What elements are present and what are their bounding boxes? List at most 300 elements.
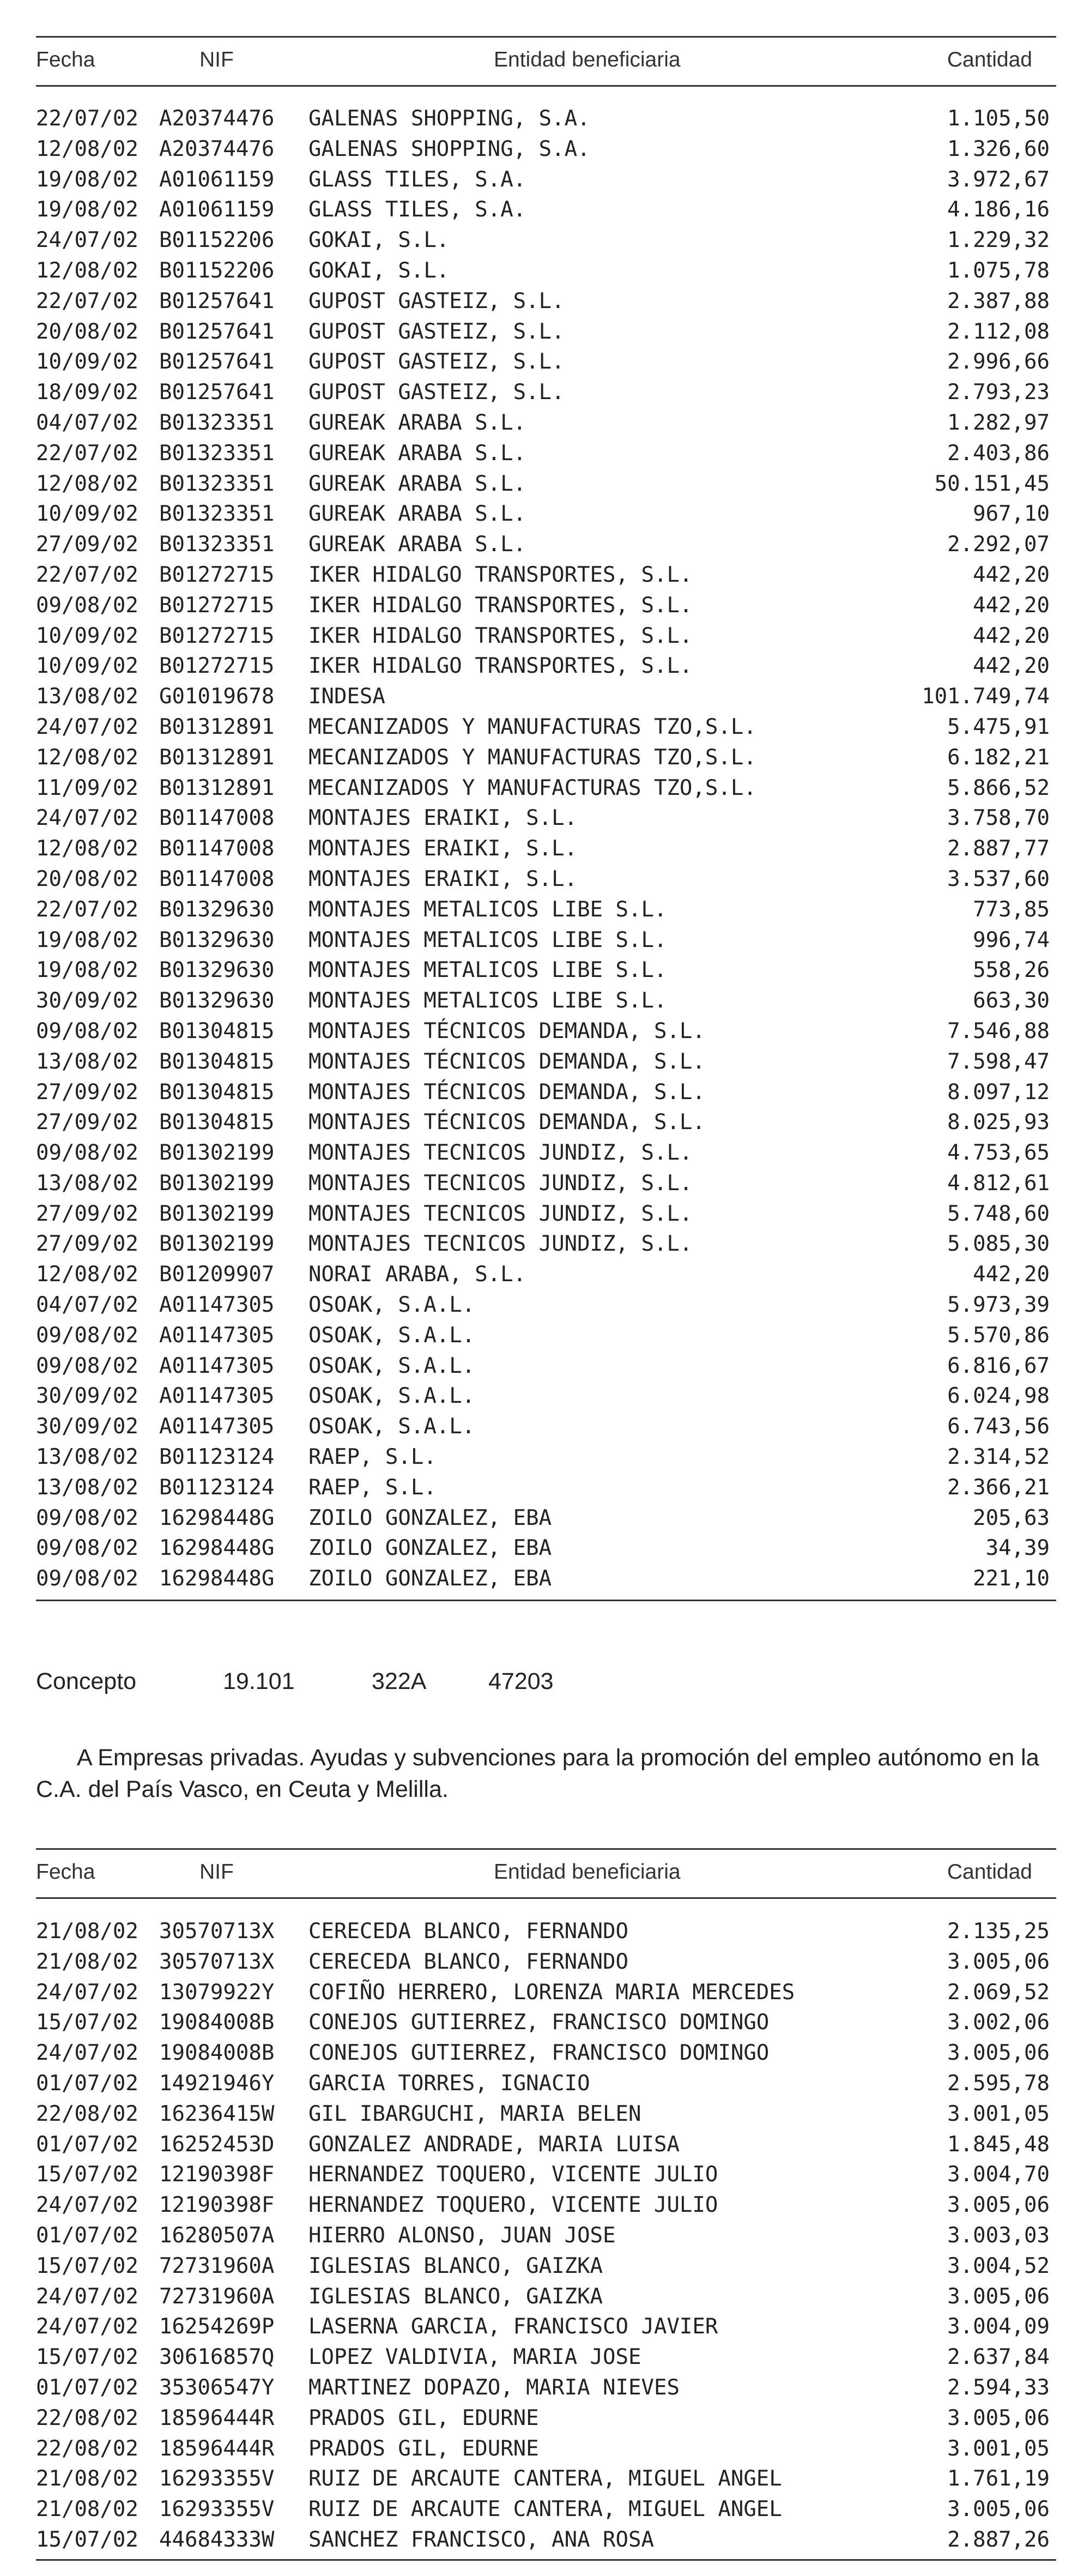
row-nif: B01312891 [159, 714, 275, 739]
row-entity: MONTAJES METALICOS LIBE S.L. [308, 958, 667, 983]
row-amount: 2.387,88 [947, 288, 1050, 313]
table-row [36, 134, 1056, 165]
row-date: 22/08/02 [36, 2405, 138, 2430]
row-entity: ZOILO GONZALEZ, EBA [308, 1566, 552, 1591]
row-amount: 34,39 [985, 1536, 1050, 1561]
table-row [36, 1977, 1056, 2008]
concept-code-1: 19.101 [223, 1668, 295, 1694]
table-2-header [36, 1848, 1056, 1897]
row-entity: MONTAJES ERAIKI, S.L. [308, 836, 578, 861]
table-1-bottom-rule [36, 1600, 1056, 1601]
row-amount: 3.004,52 [947, 2253, 1050, 2278]
table-row [36, 2403, 1056, 2434]
row-date: 12/08/02 [36, 745, 138, 770]
row-nif: B01257641 [159, 288, 275, 313]
row-nif: 30570713X [159, 1949, 275, 1974]
row-nif: B01329630 [159, 988, 275, 1013]
table-row [36, 803, 1056, 834]
header-entidad: Entidad beneficiaria [494, 48, 681, 71]
row-nif: B01304815 [159, 1049, 275, 1074]
table-row [36, 1533, 1056, 1564]
row-nif: B01329630 [159, 927, 275, 952]
table-row [36, 743, 1056, 773]
table-row [36, 621, 1056, 651]
row-amount: 3.003,03 [947, 2223, 1050, 2248]
row-amount: 2.366,21 [947, 1475, 1050, 1500]
row-date: 24/07/02 [36, 2041, 138, 2066]
table-row [36, 2434, 1056, 2464]
row-nif: B01329630 [159, 958, 275, 983]
row-amount: 3.972,67 [947, 167, 1050, 192]
row-nif: 35306547Y [159, 2375, 275, 2400]
row-nif: 16254269P [159, 2314, 275, 2339]
row-nif: B01272715 [159, 654, 275, 679]
table-row [36, 2494, 1056, 2525]
table-row [36, 2038, 1056, 2068]
row-nif: B01304815 [159, 1018, 275, 1043]
row-amount: 1.282,97 [947, 410, 1050, 435]
row-date: 22/07/02 [36, 562, 138, 587]
row-entity: IKER HIDALGO TRANSPORTES, S.L. [308, 623, 693, 648]
row-entity: MARTINEZ DOPAZO, MARIA NIEVES [308, 2375, 680, 2400]
row-entity: GALENAS SHOPPING, S.A. [308, 106, 590, 131]
row-date: 12/08/02 [36, 258, 138, 283]
row-date: 21/08/02 [36, 1919, 138, 1944]
row-entity: GUREAK ARABA S.L. [308, 532, 526, 557]
row-nif: B01147008 [159, 836, 275, 861]
row-entity: LOPEZ VALDIVIA, MARIA JOSE [308, 2345, 641, 2370]
row-amount: 2.793,23 [947, 380, 1050, 405]
row-amount: 1.075,78 [947, 258, 1050, 283]
row-nif: 18596444R [159, 2405, 275, 2430]
row-nif: B01302199 [159, 1201, 275, 1226]
row-amount: 3.005,06 [947, 2497, 1050, 2522]
header-cantidad: Cantidad [947, 1860, 1032, 1884]
row-nif: 13079922Y [159, 1980, 275, 2005]
table-row [36, 955, 1056, 986]
row-entity: SANCHEZ FRANCISCO, ANA ROSA [308, 2527, 654, 2552]
table-row [36, 377, 1056, 408]
row-entity: LASERNA GARCIA, FRANCISCO JAVIER [308, 2314, 718, 2339]
row-nif: B01152206 [159, 258, 275, 283]
row-amount: 5.570,86 [947, 1323, 1050, 1348]
row-nif: A01147305 [159, 1353, 275, 1378]
row-nif: B01257641 [159, 319, 275, 344]
table-row [36, 1442, 1056, 1473]
table-row [36, 286, 1056, 317]
table-2-bottom-rule [36, 2559, 1056, 2561]
row-nif: 16298448G [159, 1536, 275, 1561]
row-amount: 442,20 [973, 593, 1050, 618]
row-amount: 2.594,33 [947, 2375, 1050, 2400]
row-date: 27/09/02 [36, 1079, 138, 1105]
row-nif: B01323351 [159, 471, 275, 496]
row-nif: B01209907 [159, 1262, 275, 1287]
table-2-header-rule [36, 1897, 1056, 1899]
row-amount: 5.973,39 [947, 1293, 1050, 1318]
row-entity: GUPOST GASTEIZ, S.L. [308, 349, 565, 375]
row-amount: 221,10 [973, 1566, 1050, 1591]
row-entity: RAEP, S.L. [308, 1475, 437, 1500]
row-amount: 773,85 [973, 897, 1050, 922]
row-nif: 44684333W [159, 2527, 275, 2552]
table-1-header-rule [36, 85, 1056, 87]
table-row [36, 1138, 1056, 1168]
row-date: 20/08/02 [36, 866, 138, 891]
concept-code-2: 322A [372, 1668, 427, 1694]
row-entity: MONTAJES ERAIKI, S.L. [308, 866, 578, 891]
table-2-rows [36, 1916, 1056, 2555]
table-row [36, 1381, 1056, 1411]
table-row [36, 165, 1056, 195]
row-amount: 3.005,06 [947, 2405, 1050, 2430]
row-date: 13/08/02 [36, 684, 138, 709]
row-entity: NORAI ARABA, S.L. [308, 1262, 526, 1287]
row-date: 30/09/02 [36, 1384, 138, 1409]
row-entity: MONTAJES TECNICOS JUNDIZ, S.L. [308, 1232, 693, 1257]
table-row [36, 2282, 1056, 2312]
row-nif: A01147305 [159, 1384, 275, 1409]
row-entity: GUPOST GASTEIZ, S.L. [308, 380, 565, 405]
header-fecha: Fecha [36, 1860, 95, 1884]
table-row [36, 2312, 1056, 2342]
row-nif: B01302199 [159, 1232, 275, 1257]
header-cantidad: Cantidad [947, 48, 1032, 71]
row-nif: A01147305 [159, 1323, 275, 1348]
row-nif: B01323351 [159, 532, 275, 557]
row-date: 10/09/02 [36, 654, 138, 679]
row-entity: GALENAS SHOPPING, S.A. [308, 136, 590, 161]
row-entity: COFIÑO HERRERO, LORENZA MARIA MERCEDES [308, 1980, 795, 2005]
header-entidad: Entidad beneficiaria [494, 1860, 681, 1884]
row-entity: IKER HIDALGO TRANSPORTES, S.L. [308, 593, 693, 618]
table-row [36, 225, 1056, 256]
table-row [36, 895, 1056, 925]
row-date: 22/08/02 [36, 2101, 138, 2126]
row-nif: 16298448G [159, 1566, 275, 1591]
table-row [36, 834, 1056, 864]
row-date: 12/08/02 [36, 836, 138, 861]
row-date: 27/09/02 [36, 1110, 138, 1135]
row-amount: 1.845,48 [947, 2132, 1050, 2157]
concept-description-text: A Empresas privadas. Ayudas y subvenciones para la promoción del empleo autónomo en la C.A. del País Vasco, en Ceuta y Melilla. [36, 1745, 1039, 1802]
row-nif: A01147305 [159, 1414, 275, 1439]
table-row [36, 2221, 1056, 2251]
row-amount: 3.005,06 [947, 2041, 1050, 2066]
row-date: 27/09/02 [36, 1232, 138, 1257]
row-entity: MONTAJES TECNICOS JUNDIZ, S.L. [308, 1171, 693, 1196]
row-entity: MECANIZADOS Y MANUFACTURAS TZO,S.L. [308, 745, 756, 770]
row-entity: GUREAK ARABA S.L. [308, 441, 526, 466]
concept-code-3: 47203 [488, 1668, 554, 1694]
table-row [36, 1229, 1056, 1259]
row-nif: B01272715 [159, 562, 275, 587]
table-row [36, 2129, 1056, 2160]
row-entity: GUPOST GASTEIZ, S.L. [308, 319, 565, 344]
row-amount: 2.637,84 [947, 2345, 1050, 2370]
table-row [36, 2464, 1056, 2494]
row-date: 15/07/02 [36, 2253, 138, 2278]
row-date: 15/07/02 [36, 2010, 138, 2035]
row-entity: HERNANDEZ TOQUERO, VICENTE JULIO [308, 2162, 718, 2187]
row-amount: 8.097,12 [947, 1079, 1050, 1105]
row-date: 19/08/02 [36, 927, 138, 952]
row-nif: B01323351 [159, 410, 275, 435]
row-nif: 19084008B [159, 2010, 275, 2035]
row-date: 13/08/02 [36, 1049, 138, 1074]
row-date: 22/07/02 [36, 106, 138, 131]
row-entity: INDESA [308, 684, 385, 709]
row-date: 22/08/02 [36, 2436, 138, 2461]
row-entity: GUREAK ARABA S.L. [308, 471, 526, 496]
row-amount: 3.004,70 [947, 2162, 1050, 2187]
row-amount: 6.816,67 [947, 1353, 1050, 1378]
row-amount: 205,63 [973, 1505, 1050, 1530]
table-row [36, 1351, 1056, 1381]
row-entity: RAEP, S.L. [308, 1445, 437, 1470]
row-date: 04/07/02 [36, 410, 138, 435]
table-row [36, 1320, 1056, 1351]
row-date: 15/07/02 [36, 2162, 138, 2187]
row-entity: GUREAK ARABA S.L. [308, 502, 526, 527]
row-date: 22/07/02 [36, 897, 138, 922]
row-amount: 3.002,06 [947, 2010, 1050, 2035]
row-nif: 16236415W [159, 2101, 275, 2126]
row-amount: 2.403,86 [947, 441, 1050, 466]
row-nif: B01152206 [159, 228, 275, 253]
table-row [36, 256, 1056, 286]
table-1-rows [36, 104, 1056, 1594]
row-amount: 6.024,98 [947, 1384, 1050, 1409]
row-date: 19/08/02 [36, 167, 138, 192]
row-nif: B01257641 [159, 349, 275, 375]
row-nif: A20374476 [159, 136, 275, 161]
table-row [36, 681, 1056, 712]
row-date: 01/07/02 [36, 2071, 138, 2096]
row-entity: MONTAJES TECNICOS JUNDIZ, S.L. [308, 1141, 693, 1166]
row-entity: OSOAK, S.A.L. [308, 1384, 475, 1409]
row-amount: 3.005,06 [947, 2193, 1050, 2218]
row-date: 12/08/02 [36, 136, 138, 161]
row-date: 09/08/02 [36, 1018, 138, 1043]
row-date: 20/08/02 [36, 319, 138, 344]
row-amount: 2.112,08 [947, 319, 1050, 344]
row-entity: PRADOS GIL, EDURNE [308, 2436, 539, 2461]
row-nif: 16293355V [159, 2497, 275, 2522]
row-date: 09/08/02 [36, 1141, 138, 1166]
row-amount: 2.314,52 [947, 1445, 1050, 1470]
table-row [36, 864, 1056, 895]
row-date: 09/08/02 [36, 1566, 138, 1591]
concept-description [36, 1742, 1056, 1805]
row-date: 21/08/02 [36, 2497, 138, 2522]
row-nif: B01323351 [159, 502, 275, 527]
row-amount: 3.758,70 [947, 806, 1050, 831]
row-amount: 1.229,32 [947, 228, 1050, 253]
table-row [36, 590, 1056, 621]
row-date: 24/07/02 [36, 806, 138, 831]
row-amount: 2.135,25 [947, 1919, 1050, 1944]
table-row [36, 408, 1056, 438]
row-date: 01/07/02 [36, 2223, 138, 2248]
row-nif: 16252453D [159, 2132, 275, 2157]
table-row [36, 1411, 1056, 1442]
row-nif: 16298448G [159, 1505, 275, 1530]
row-amount: 7.598,47 [947, 1049, 1050, 1074]
row-amount: 3.005,06 [947, 1949, 1050, 1974]
table-row [36, 925, 1056, 956]
row-amount: 2.996,66 [947, 349, 1050, 375]
row-entity: IGLESIAS BLANCO, GAIZKA [308, 2253, 603, 2278]
row-entity: GONZALEZ ANDRADE, MARIA LUISA [308, 2132, 680, 2157]
table-row [36, 651, 1056, 681]
row-entity: CONEJOS GUTIERREZ, FRANCISCO DOMINGO [308, 2041, 770, 2066]
row-amount: 2.292,07 [947, 532, 1050, 557]
row-date: 01/07/02 [36, 2132, 138, 2157]
row-entity: GUPOST GASTEIZ, S.L. [308, 288, 565, 313]
row-nif: B01123124 [159, 1445, 275, 1470]
row-entity: HIERRO ALONSO, JUAN JOSE [308, 2223, 616, 2248]
row-nif: B01304815 [159, 1110, 275, 1135]
table-row [36, 438, 1056, 469]
table-row [36, 317, 1056, 347]
row-entity: OSOAK, S.A.L. [308, 1323, 475, 1348]
table-row [36, 2068, 1056, 2099]
row-entity: RUIZ DE ARCAUTE CANTERA, MIGUEL ANGEL [308, 2466, 782, 2491]
row-nif: B01312891 [159, 775, 275, 800]
table-row [36, 986, 1056, 1016]
row-amount: 2.887,26 [947, 2527, 1050, 2552]
row-amount: 967,10 [973, 502, 1050, 527]
table-row [36, 1077, 1056, 1108]
row-nif: B01329630 [159, 897, 275, 922]
row-amount: 8.025,93 [947, 1110, 1050, 1135]
table-row [36, 1564, 1056, 1594]
row-date: 18/09/02 [36, 380, 138, 405]
row-nif: 30616857Q [159, 2345, 275, 2370]
row-date: 24/07/02 [36, 2314, 138, 2339]
row-date: 12/08/02 [36, 471, 138, 496]
row-amount: 7.546,88 [947, 1018, 1050, 1043]
row-amount: 1.326,60 [947, 136, 1050, 161]
row-nif: A01061159 [159, 167, 275, 192]
row-entity: OSOAK, S.A.L. [308, 1414, 475, 1439]
row-date: 10/09/02 [36, 349, 138, 375]
row-date: 09/08/02 [36, 593, 138, 618]
row-amount: 996,74 [973, 927, 1050, 952]
table-row [36, 104, 1056, 134]
row-amount: 1.761,19 [947, 2466, 1050, 2491]
row-amount: 50.151,45 [934, 471, 1050, 496]
row-date: 09/08/02 [36, 1323, 138, 1348]
header-fecha: Fecha [36, 48, 95, 71]
row-entity: PRADOS GIL, EDURNE [308, 2405, 539, 2430]
row-date: 10/09/02 [36, 502, 138, 527]
row-entity: HERNANDEZ TOQUERO, VICENTE JULIO [308, 2193, 718, 2218]
row-date: 09/08/02 [36, 1353, 138, 1378]
row-amount: 1.105,50 [947, 106, 1050, 131]
row-nif: 30570713X [159, 1919, 275, 1944]
row-date: 24/07/02 [36, 2284, 138, 2309]
table-row [36, 560, 1056, 590]
row-amount: 3.537,60 [947, 866, 1050, 891]
row-amount: 3.004,09 [947, 2314, 1050, 2339]
row-entity: RUIZ DE ARCAUTE CANTERA, MIGUEL ANGEL [308, 2497, 782, 2522]
row-entity: GOKAI, S.L. [308, 258, 450, 283]
table-row [36, 347, 1056, 377]
row-date: 09/08/02 [36, 1536, 138, 1561]
row-date: 27/09/02 [36, 1201, 138, 1226]
row-nif: 12190398F [159, 2193, 275, 2218]
row-entity: GLASS TILES, S.A. [308, 197, 526, 222]
row-nif: 16293355V [159, 2466, 275, 2491]
row-entity: ZOILO GONZALEZ, EBA [308, 1536, 552, 1561]
row-entity: MECANIZADOS Y MANUFACTURAS TZO,S.L. [308, 775, 756, 800]
table-row [36, 1916, 1056, 1947]
table-row [36, 499, 1056, 529]
row-entity: GIL IBARGUCHI, MARIA BELEN [308, 2101, 641, 2126]
table-1-header [36, 36, 1056, 85]
table-row [36, 1199, 1056, 1229]
row-entity: MONTAJES TÉCNICOS DEMANDA, S.L. [308, 1018, 705, 1043]
row-entity: GUREAK ARABA S.L. [308, 410, 526, 435]
row-entity: OSOAK, S.A.L. [308, 1353, 475, 1378]
row-date: 19/08/02 [36, 197, 138, 222]
header-nif: NIF [199, 1860, 234, 1884]
row-date: 24/07/02 [36, 714, 138, 739]
row-nif: B01272715 [159, 623, 275, 648]
row-nif: G01019678 [159, 684, 275, 709]
row-date: 24/07/02 [36, 228, 138, 253]
table-row [36, 712, 1056, 743]
table-row [36, 2007, 1056, 2038]
row-amount: 2.595,78 [947, 2071, 1050, 2096]
table-row [36, 2099, 1056, 2129]
row-date: 13/08/02 [36, 1445, 138, 1470]
row-entity: MONTAJES TÉCNICOS DEMANDA, S.L. [308, 1079, 705, 1105]
row-entity: MONTAJES TECNICOS JUNDIZ, S.L. [308, 1201, 693, 1226]
row-nif: B01272715 [159, 593, 275, 618]
row-entity: MONTAJES METALICOS LIBE S.L. [308, 897, 667, 922]
table-row [36, 1016, 1056, 1047]
row-entity: GOKAI, S.L. [308, 228, 450, 253]
row-amount: 4.753,65 [947, 1141, 1050, 1166]
row-amount: 6.182,21 [947, 745, 1050, 770]
row-date: 13/08/02 [36, 1475, 138, 1500]
row-date: 15/07/02 [36, 2345, 138, 2370]
row-entity: IKER HIDALGO TRANSPORTES, S.L. [308, 654, 693, 679]
table-row [36, 773, 1056, 804]
row-date: 30/09/02 [36, 988, 138, 1013]
row-date: 22/07/02 [36, 288, 138, 313]
table-row [36, 1107, 1056, 1138]
row-amount: 6.743,56 [947, 1414, 1050, 1439]
row-date: 15/07/02 [36, 2527, 138, 2552]
row-entity: MONTAJES METALICOS LIBE S.L. [308, 988, 667, 1013]
row-entity: IKER HIDALGO TRANSPORTES, S.L. [308, 562, 693, 587]
table-row [36, 2251, 1056, 2282]
row-amount: 5.085,30 [947, 1232, 1050, 1257]
row-amount: 5.748,60 [947, 1201, 1050, 1226]
row-nif: B01304815 [159, 1079, 275, 1105]
row-date: 13/08/02 [36, 1171, 138, 1196]
table-row [36, 2525, 1056, 2555]
row-nif: 16280507A [159, 2223, 275, 2248]
row-date: 24/07/02 [36, 2193, 138, 2218]
row-date: 10/09/02 [36, 623, 138, 648]
row-amount: 4.186,16 [947, 197, 1050, 222]
row-date: 04/07/02 [36, 1293, 138, 1318]
